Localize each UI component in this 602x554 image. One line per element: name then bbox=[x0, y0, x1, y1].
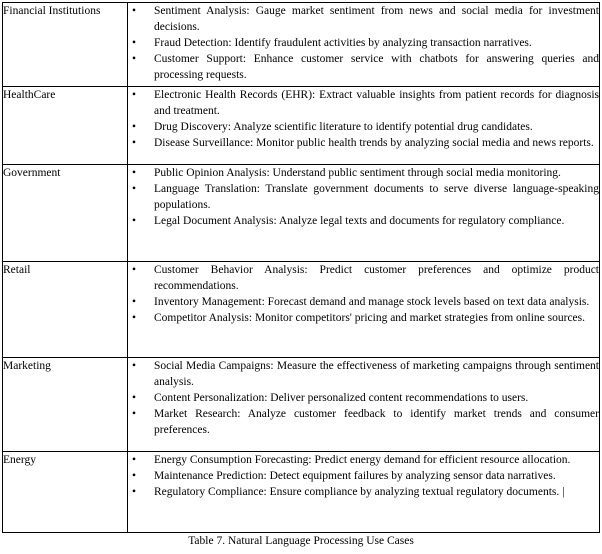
use-cases-cell bbox=[128, 3, 600, 87]
use-case-text: Content Personalization: Deliver personalized content recommendations to users. bbox=[154, 392, 529, 404]
table-caption: Table 7. Natural Language Processing Use Cases bbox=[188, 535, 414, 547]
use-case-item bbox=[128, 87, 599, 119]
table-body bbox=[3, 3, 600, 533]
use-case-text: Regulatory Compliance: Ensure compliance by analyzing textual regulatory documents. | bbox=[154, 486, 565, 498]
use-case-list bbox=[128, 87, 599, 151]
sector-cell: Retail bbox=[3, 262, 128, 358]
use-case-list bbox=[128, 262, 599, 326]
use-case-table bbox=[2, 2, 600, 533]
bullet-icon: • bbox=[132, 137, 137, 149]
bullet-icon: • bbox=[132, 121, 137, 133]
use-case-text: Competitor Analysis: Monitor competitors' pricing and market strategies from online sources. bbox=[154, 312, 586, 324]
use-case-list bbox=[128, 3, 599, 83]
bullet-icon: • bbox=[132, 215, 137, 227]
bullet-icon: • bbox=[132, 264, 137, 276]
use-cases-cell bbox=[128, 165, 600, 262]
sector-cell: Energy bbox=[3, 452, 128, 533]
bullet-icon: • bbox=[132, 37, 137, 49]
bullet-icon: • bbox=[132, 408, 137, 420]
use-case-text: Drug Discovery: Analyze scientific literature to identify potential drug candidates. bbox=[154, 121, 533, 133]
bullet-icon: • bbox=[132, 296, 137, 308]
use-case-item bbox=[128, 51, 599, 83]
use-case-text: Fraud Detection: Identify fraudulent activities by analyzing transaction narratives. bbox=[154, 37, 532, 49]
use-case-item bbox=[128, 406, 599, 438]
use-case-text: Maintenance Prediction: Detect equipment failures by analyzing sensor data narratives. bbox=[154, 470, 556, 482]
bullet-icon: • bbox=[132, 470, 137, 482]
use-case-item bbox=[128, 35, 599, 51]
use-case-item bbox=[128, 262, 599, 294]
use-case-text: Customer Support: Enhance customer service with chatbots for answering queries and processing requests. bbox=[154, 53, 599, 81]
use-case-item bbox=[128, 468, 599, 484]
use-case-item bbox=[128, 3, 599, 35]
use-cases-cell bbox=[128, 87, 600, 165]
use-case-list bbox=[128, 165, 599, 229]
sector-cell: Marketing bbox=[3, 358, 128, 452]
use-case-text: Legal Document Analysis: Analyze legal texts and documents for regulatory compliance. bbox=[154, 215, 565, 227]
use-case-text: Social Media Campaigns: Measure the effectiveness of marketing campaigns through sentiment analysis. bbox=[154, 360, 599, 388]
table-row bbox=[3, 452, 600, 533]
bullet-icon: • bbox=[132, 486, 137, 498]
use-case-item bbox=[128, 294, 599, 310]
use-case-item bbox=[128, 484, 599, 500]
table-row bbox=[3, 358, 600, 452]
bullet-icon: • bbox=[132, 183, 137, 195]
use-case-item bbox=[128, 181, 599, 213]
use-case-item bbox=[128, 390, 599, 406]
use-case-item bbox=[128, 452, 599, 468]
bullet-icon: • bbox=[132, 53, 137, 65]
use-cases-cell bbox=[128, 452, 600, 533]
use-case-text: Electronic Health Records (EHR): Extract valuable insights from patient records for diagnosis and treatment. bbox=[154, 89, 599, 117]
bullet-icon: • bbox=[132, 454, 137, 466]
use-case-item bbox=[128, 165, 599, 181]
use-case-text: Market Research: Analyze customer feedback to identify market trends and consumer preferences. bbox=[154, 408, 599, 436]
table-row bbox=[3, 3, 600, 87]
use-case-item bbox=[128, 119, 599, 135]
sector-cell: Financial Institutions bbox=[3, 3, 128, 87]
use-case-list bbox=[128, 358, 599, 438]
bullet-icon: • bbox=[132, 392, 137, 404]
sector-cell: Government bbox=[3, 165, 128, 262]
use-case-text: Energy Consumption Forecasting: Predict energy demand for efficient resource allocation. bbox=[154, 454, 571, 466]
use-case-text: Disease Surveillance: Monitor public health trends by analyzing social media and news reports. bbox=[154, 137, 594, 149]
use-case-item bbox=[128, 213, 599, 229]
use-case-list bbox=[128, 452, 599, 500]
use-case-text: Sentiment Analysis: Gauge market sentiment from news and social media for investment decisions. bbox=[154, 5, 599, 33]
use-cases-cell bbox=[128, 262, 600, 358]
bullet-icon: • bbox=[132, 5, 137, 17]
bullet-icon: • bbox=[132, 312, 137, 324]
use-case-item bbox=[128, 135, 599, 151]
table-row bbox=[3, 87, 600, 165]
bullet-icon: • bbox=[132, 360, 137, 372]
bullet-icon: • bbox=[132, 167, 137, 179]
use-case-text: Inventory Management: Forecast demand and manage stock levels based on text data analysis. bbox=[154, 296, 590, 308]
use-cases-cell bbox=[128, 358, 600, 452]
table-row bbox=[3, 262, 600, 358]
use-case-item bbox=[128, 358, 599, 390]
use-case-text: Public Opinion Analysis: Understand public sentiment through social media monitoring. bbox=[154, 167, 561, 179]
use-case-text: Language Translation: Translate government documents to serve diverse language-speaking populations. bbox=[154, 183, 599, 211]
table-row bbox=[3, 165, 600, 262]
bullet-icon: • bbox=[132, 89, 137, 101]
use-case-text: Customer Behavior Analysis: Predict customer preferences and optimize product recommendations. bbox=[154, 264, 599, 292]
sector-cell: HealthCare bbox=[3, 87, 128, 165]
use-case-item bbox=[128, 310, 599, 326]
